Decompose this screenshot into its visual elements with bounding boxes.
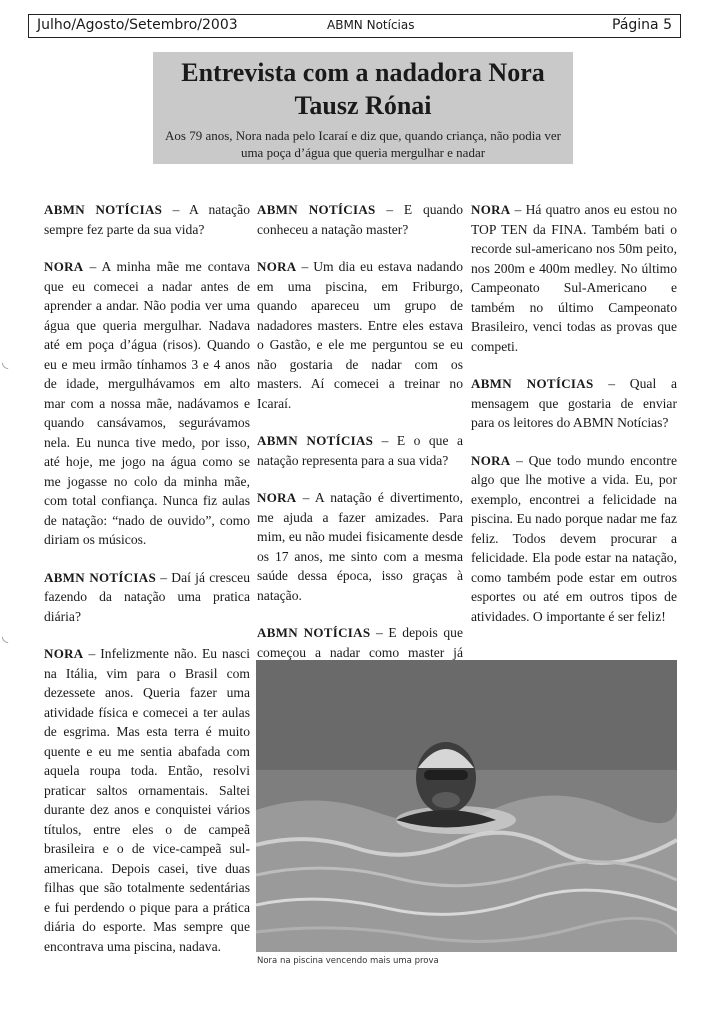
page-number: Página 5	[612, 17, 672, 33]
speaker-label: NORA	[44, 259, 84, 274]
interview-paragraph	[471, 451, 677, 627]
interview-paragraph	[471, 374, 677, 433]
interview-paragraph	[44, 568, 250, 627]
paragraph-text: – Infelizmente não. Eu nasci na Itália, vim para o Brasil com dezessete anos. Queria fazer uma atividade física e comecei a ter aulas de esgrima. Mas esta terra é muito quente e eu me sentia abafada com aquela roupa toda. Então, resolvi praticar saltos ornamentais. Saltei durante dez anos e conquistei vários títulos, entre eles o de campeã brasileira e o de vice-campeã sul-americana. Depois casei, tive duas filhas que são totalmente sedentárias e fui perdendo o pique para a prática diária do esporte. Mas sempre que encontrava uma piscina, nadava.	[44, 646, 250, 954]
speaker-label: NORA	[471, 452, 511, 468]
speaker-label: NORA	[257, 490, 297, 505]
page-header	[28, 14, 681, 38]
interview-paragraph	[44, 257, 250, 550]
text-column-3	[471, 200, 677, 644]
speaker-label: ABMN NOTÍCIAS	[44, 202, 163, 217]
speaker-label: NORA	[471, 202, 511, 217]
swimmer-illustration	[256, 660, 677, 952]
interview-paragraph	[257, 200, 463, 239]
paragraph-text: – Um dia eu estava nadando em uma piscina, em Friburgo, quando apareceu um grupo de nadadores masters. Entre eles estava o Gastão, e ele me perguntou se eu não gostaria de nadar com os masters. Aí comecei a treinar no Icaraí.	[257, 259, 463, 411]
article-title: Entrevista com a nadadora Nora Tausz Rónai	[181, 58, 545, 120]
scan-mark: ◟	[2, 352, 9, 371]
speaker-label: ABMN NOTÍCIAS	[44, 569, 157, 585]
paragraph-text: – A minha mãe me contava que eu comecei a nadar antes de aprender a andar. Não podia ver uma água que queria mergulhar. Nadava até em poça d’água (risos). Quando eu e meu irmão tínhamos 3 e 4 anos de idade, mergulhávamos em alto mar com a nossa mãe, nadávamos e quando cansávamos, segurávamos nela. Eu nunca tive medo, por isso, até hoje, me jogo na água como se me jogasse no colo da minha mãe, com total confiança. Nunca fiz aulas de natação: “nado de ouvido”, como diriam os músicos.	[44, 259, 250, 547]
interview-paragraph	[44, 644, 250, 956]
speaker-label: ABMN NOTÍCIAS	[257, 433, 374, 448]
speaker-label: NORA	[257, 259, 297, 274]
swimmer-photo	[256, 660, 677, 952]
speaker-label: ABMN NOTÍCIAS	[471, 376, 594, 391]
paragraph-text: – E quando conheceu a natação master?	[257, 202, 463, 237]
publication-name: ABMN Notícias	[327, 18, 415, 32]
issue-date: Julho/Agosto/Setembro/2003	[37, 17, 238, 33]
photo-caption: Nora na piscina vencendo mais uma prova	[257, 956, 439, 966]
speaker-label: ABMN NOTÍCIAS	[257, 202, 376, 217]
paragraph-text: – Há quatro anos eu estou no TOP TEN da FINA. Também bati o recorde sul-americano nos 50m peito, nos 200m e 400m medley. No último Campeonato Sul-Americano e também no último Campeonato Brasileiro, venci todas as provas que competi.	[471, 202, 677, 354]
paragraph-text: – Qual a mensagem que gostaria de enviar para os leitores do ABMN Notícias?	[471, 376, 677, 430]
interview-paragraph	[471, 200, 677, 356]
paragraph-text: – Daí já cresceu fazendo da natação uma pratica diária?	[44, 569, 250, 624]
paragraph-text: – E o que a natação representa para a sua vida?	[257, 433, 463, 468]
text-column-1	[44, 200, 250, 974]
interview-paragraph	[257, 257, 463, 413]
paragraph-text: – A natação é divertimento, me ajuda a fazer amizades. Para mim, eu não mudei fisicamente desde os 17 anos, me sinto com a mesma saúde dessa época, isso graças à natação.	[257, 490, 463, 603]
interview-paragraph	[257, 431, 463, 470]
speaker-label: NORA	[44, 646, 84, 661]
article-title-box	[153, 52, 573, 164]
scan-mark: ◟	[2, 626, 9, 645]
interview-paragraph	[44, 200, 250, 239]
interview-paragraph	[257, 488, 463, 605]
paragraph-text: – Que todo mundo encontre algo que lhe motive a vida. Eu, por exemplo, encontrei a felicidade na piscina. Eu nado porque nadar me faz feliz. Todos devem procurar a felicidade. Ela pode estar na natação, como também pode estar em outros esportes ou até em outros tipos de atividades. O importante é ser feliz!	[471, 452, 677, 624]
text-column-2	[257, 200, 463, 700]
speaker-label: ABMN NOTÍCIAS	[257, 625, 371, 640]
paragraph-text: – A natação sempre fez parte da sua vida?	[44, 202, 250, 237]
paragraph-text: – E depois que começou a nadar como master já	[257, 625, 463, 660]
article-subtitle: Aos 79 anos, Nora nada pelo Icaraí e diz que, quando criança, não podia ver uma poça d’água que queria mergulhar e nadar	[165, 128, 561, 160]
